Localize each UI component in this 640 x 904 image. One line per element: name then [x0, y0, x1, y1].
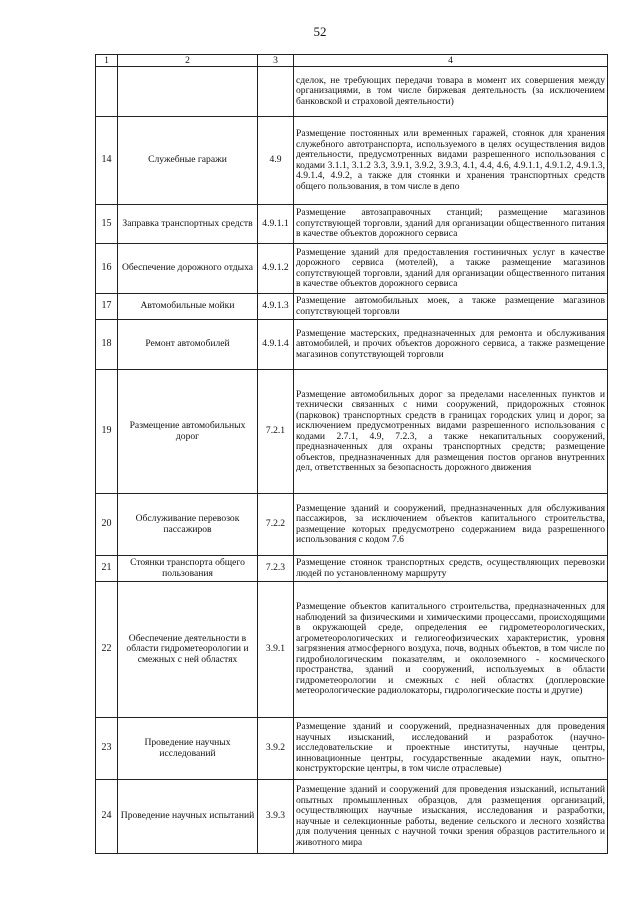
row-number: 14 — [96, 117, 118, 205]
row-code: 3.9.3 — [258, 780, 294, 854]
row-description: Размещение автомобильных дорог за пределами населенных пунктов и технически связанных с ними сооружений, придорожных стоянок (парковок) транспортных средств в границах городских улиц и дорог, за исключением предусмотренных видами разрешенного использования с кодами 2.7.1, 4.9, 7.2.3, а также некапитальных сооружений, предназначенных для охраны транспортных средств; размещение объектов, предназначенных для размещения постов органов внутренних дел, ответственных за безопасность дорожного движения — [294, 370, 608, 494]
row-name: Стоянки транспорта общего пользования — [118, 556, 258, 582]
row-name — [118, 67, 258, 117]
column-header: 1 — [96, 55, 118, 67]
table-row — [96, 556, 608, 582]
row-name: Обеспечение дорожного отдыха — [118, 244, 258, 294]
row-description: Размещение мастерских, предназначенных для ремонта и обслуживания автомобилей, и прочих объектов дорожного сервиса, а также размещение магазинов сопутствующей торговли — [294, 320, 608, 370]
row-name: Размещение автомобильных дорог — [118, 370, 258, 494]
row-description: сделок, не требующих передачи товара в момент их совершения между организациями, в том числе биржевая деятельность (за исключением банковской и страховой деятельности) — [294, 67, 608, 117]
table-row — [96, 117, 608, 205]
table-row — [96, 718, 608, 780]
row-number: 19 — [96, 370, 118, 494]
row-code: 7.2.1 — [258, 370, 294, 494]
row-code: 3.9.1 — [258, 582, 294, 718]
row-code: 4.9 — [258, 117, 294, 205]
row-number: 16 — [96, 244, 118, 294]
row-number: 24 — [96, 780, 118, 854]
row-number: 23 — [96, 718, 118, 780]
row-code: 4.9.1.2 — [258, 244, 294, 294]
land-use-table — [95, 54, 608, 854]
row-name: Служебные гаражи — [118, 117, 258, 205]
row-description: Размещение постоянных или временных гаражей, стоянок для хранения служебного автотранспорта, используемого в целях осуществления видов деятельности, предусмотренных видами разрешенного использования с кодами 3.1.1, 3.1.2 3.3, 3.9.1, 3.9.2, 3.9.3, 4.1, 4.4, 4.6, 4.9.1.1, 4.9.1.2, 4.9.1.3, 4.9.1.4, 4.9.2, а также для стоянки и хранения транспортных средств общего пользования, в том числе в депо — [294, 117, 608, 205]
table-row — [96, 582, 608, 718]
table-row — [96, 244, 608, 294]
row-name: Обеспечение деятельности в области гидрометеорологии и смежных с ней областях — [118, 582, 258, 718]
row-description: Размещение зданий и сооружений, предназначенных для проведения научных изысканий, исследований и разработок (научно-исследовательские и проектные институты, научные центры, инновационные центры, государственные академии наук, опытно-конструкторские центры, в том числе отраслевые) — [294, 718, 608, 780]
page-number: 52 — [313, 24, 327, 39]
column-header: 3 — [258, 55, 294, 67]
row-description: Размещение автозаправочных станций; размещение магазинов сопутствующей торговли, зданий для организации общественного питания в качестве объектов дорожного сервиса — [294, 205, 608, 244]
row-code: 4.9.1.4 — [258, 320, 294, 370]
row-name: Обслуживание перевозок пассажиров — [118, 494, 258, 556]
row-number: 15 — [96, 205, 118, 244]
row-code: 7.2.2 — [258, 494, 294, 556]
table-row — [96, 780, 608, 854]
row-description: Размещение автомобильных моек, а также размещение магазинов сопутствующей торговли — [294, 294, 608, 320]
row-number: 22 — [96, 582, 118, 718]
row-description: Размещение стоянок транспортных средств, осуществляющих перевозки людей по установленному маршруту — [294, 556, 608, 582]
column-header: 2 — [118, 55, 258, 67]
row-name: Заправка транспортных средств — [118, 205, 258, 244]
table-row — [96, 67, 608, 117]
column-header: 4 — [294, 55, 608, 67]
row-number: 21 — [96, 556, 118, 582]
row-code: 3.9.2 — [258, 718, 294, 780]
row-number: 20 — [96, 494, 118, 556]
row-name: Автомобильные мойки — [118, 294, 258, 320]
table-row — [96, 205, 608, 244]
row-code: 4.9.1.1 — [258, 205, 294, 244]
row-description: Размещение зданий и сооружений, предназначенных для обслуживания пассажиров, за исключением объектов капитального строительства, размещение которых предусмотрено содержанием вида разрешенного использования с кодом 7.6 — [294, 494, 608, 556]
table-row — [96, 320, 608, 370]
table-header-row — [96, 55, 608, 67]
row-name: Проведение научных испытаний — [118, 780, 258, 854]
row-number — [96, 67, 118, 117]
row-code: 4.9.1.3 — [258, 294, 294, 320]
row-code: 7.2.3 — [258, 556, 294, 582]
row-number: 18 — [96, 320, 118, 370]
row-name: Ремонт автомобилей — [118, 320, 258, 370]
table-row — [96, 494, 608, 556]
row-number: 17 — [96, 294, 118, 320]
row-description: Размещение зданий и сооружений для проведения изысканий, испытаний опытных промышленных образцов, для размещения организаций, осуществляющих научные изыскания, исследования и разработки, научные и селекционные работы, ведение сельского и лесного хозяйства для получения ценных с научной точки зрения образцов растительного и животного мира — [294, 780, 608, 854]
row-name: Проведение научных исследований — [118, 718, 258, 780]
table-row — [96, 370, 608, 494]
row-description: Размещение объектов капитального строительства, предназначенных для наблюдений за физическими и химическими процессами, происходящими в окружающей среде, определения ее гидрометеорологических, агрометеорологических и гелиогеофизических характеристик, уровня загрязнения атмосферного воздуха, почв, водных объектов, в том числе по гидробиологическим показателям, и околоземного - космического пространства, зданий и сооружений, используемых в области гидрометеорологии и смежных с ней областях (доплеровские метеорологические радиолокаторы, гидрологические посты и другие) — [294, 582, 608, 718]
row-description: Размещение зданий для предоставления гостиничных услуг в качестве дорожного сервиса (мотелей), а также размещение магазинов сопутствующей торговли, зданий для организации общественного питания в качестве объектов дорожного сервиса — [294, 244, 608, 294]
row-code — [258, 67, 294, 117]
table-row — [96, 294, 608, 320]
